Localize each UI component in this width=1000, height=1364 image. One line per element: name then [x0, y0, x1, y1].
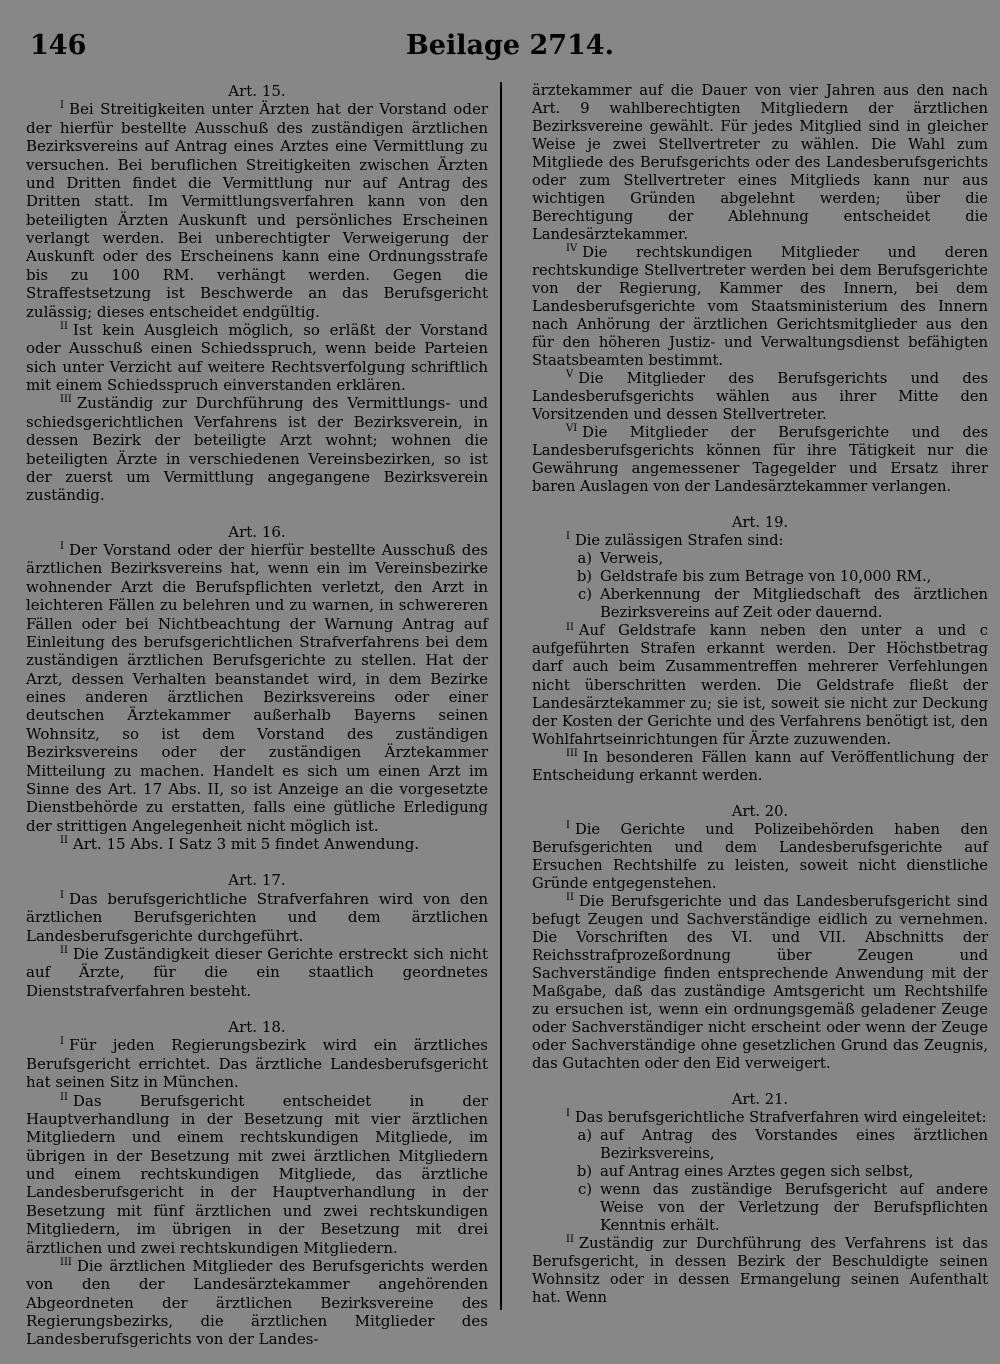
article-20-heading: Art. 20. — [731, 802, 789, 820]
paragraph-text: Das berufsgerichtliche Strafverfahren wird von den ärztlichen Berufsgerichten und dem ärztlichen Landesberufsgerichte durchgeführt. — [26, 889, 488, 945]
list-item — [532, 1181, 988, 1235]
paragraph-text: Zuständig zur Durchführung des Verfahrens ist das Berufsgericht, in dessen Bezirk der Beschuldigte seinen Wohnsitz oder in dessen Ermangelung seinen Aufenthalt hat. Wenn — [532, 1234, 988, 1306]
article-18-paragraph-4 — [532, 244, 988, 370]
article-16-heading: Art. 16. — [228, 522, 286, 541]
paragraph-text: Die Mitglieder der Berufsgerichte und des Landesberufsgerichts können für ihre Tätigkeit nur die Gewährung angemessener Tagegelder und Ersatz ihrer baren Auslagen von der Landesärztekammer verlangen. — [532, 424, 988, 496]
list-item-text: Aberkennung der Mitgliedschaft des ärztlichen Bezirksvereins auf Zeit oder dauernd. — [600, 586, 988, 622]
paragraph-mark: I — [566, 531, 570, 543]
left-column — [26, 82, 488, 1349]
paragraph-text: Für jeden Regierungsbezirk wird ein ärztliches Berufsgericht errichtet. Das ärztliche Landesberufsgericht hat seinen Sitz in München. — [26, 1036, 488, 1092]
article-18-paragraph-3-continued: ärztekammer auf die Dauer von vier Jahren aus den nach Art. 9 wahlberechtigten Mitgliedern der ärztlichen Bezirksvereine gewählt. Für jedes Mitglied sind in gleicher Weise je zwei Stellvertreter zu wählen. Die Wahl zum Mitgliede des Berufsgerichts oder des Landesberufsgerichts oder zum Stellvertreter eines Mitglieds kann nur aus wichtigen Gründen abgelehnt werden; über die Berechtigung der Ablehnung entscheidet die Landesärztekammer. — [532, 82, 988, 244]
paragraph-text: Zuständig zur Durchführung des Vermittlungs- und schiedsgerichtlichen Verfahrens ist der Bezirksverein, in dessen Bezirk der beteiligte Arzt wohnt; wohnen die beteiligten Ärzte in verschiedenen Vereinsbezirken, so ist der zuerst um Vermittlung angegangene Bezirksverein zuständig. — [26, 394, 488, 505]
paragraph-mark: I — [60, 889, 64, 901]
article-20-paragraph-1 — [532, 821, 988, 893]
list-item — [532, 550, 988, 568]
article-15-paragraph-2 — [26, 321, 488, 395]
article-19-heading: Art. 19. — [731, 514, 789, 532]
article-18-paragraph-5 — [532, 370, 988, 424]
list-item-text: auf Antrag des Vorstandes eines ärztlichen Bezirksvereins, — [600, 1126, 988, 1162]
article-17-paragraph-2 — [26, 945, 488, 1000]
article-18-paragraph-1 — [26, 1036, 488, 1091]
paragraph-mark: II — [60, 1091, 68, 1103]
paragraph-mark: I — [60, 541, 64, 552]
paragraph-mark: I — [60, 100, 64, 112]
article-18-paragraph-3 — [26, 1257, 488, 1349]
list-item-label: a) — [577, 1126, 592, 1144]
list-item — [532, 1127, 988, 1163]
paragraph-mark: II — [60, 320, 68, 332]
list-item-text: wenn das zuständige Berufsgericht auf andere Weise von der Verletzung der Berufspflichten Kenntnis erhält. — [600, 1180, 988, 1234]
article-15-paragraph-3 — [26, 394, 488, 504]
paragraph-mark: V — [566, 369, 574, 381]
article-20-paragraph-2 — [532, 893, 988, 1073]
article-18-heading: Art. 18. — [228, 1018, 286, 1036]
paragraph-text: Die Mitglieder des Berufsgerichts und des Landesberufsgerichts wählen aus ihrer Mitte den Vorsitzenden und dessen Stellvertreter. — [532, 370, 988, 424]
paragraph-text: Das berufsgerichtliche Strafverfahren wird eingeleitet: — [574, 1108, 987, 1126]
article-19-paragraph-2 — [532, 622, 988, 748]
paragraph-mark: I — [60, 1036, 64, 1048]
list-item-text: auf Antrag eines Arztes gegen sich selbst, — [600, 1162, 914, 1180]
article-17-heading: Art. 17. — [228, 871, 286, 890]
paragraph-mark: I — [566, 1107, 570, 1119]
list-item — [532, 586, 988, 622]
paragraph-text: Die rechtskundigen Mitglieder und deren rechtskundige Stellvertreter werden bei dem Berufsgerichte von der Regierung, Kammer des Innern, bei dem Landesberufsgerichte vom Staatsministerium des Innern nach Anhörung der ärztlichen Gerichtsmitglieder aus den für den höheren Justiz- und Verwaltungsdienst befähigten Staatsbeamten bestimmt. — [532, 244, 988, 370]
list-item-text: Geldstrafe bis zum Betrage von 10,000 RM., — [600, 568, 932, 586]
article-19-paragraph-3 — [532, 749, 988, 785]
paragraph-mark: II — [566, 1234, 574, 1246]
paragraph-text: Der Vorstand oder der hierfür bestellte Ausschuß des ärztlichen Bezirksvereins hat, wenn ein im Vereinsbezirke wohnender Arzt die Berufspflichten verletzt, den Arzt in leichteren Fällen zu belehren und zu warnen, in schwereren Fällen oder bei Nichtbeachtung der Warnung Antrag auf Einleitung des berufsgerichtlichen Strafverfahrens bei dem zuständigen ärztlichen Berufsgerichte zu stellen. Hat der Arzt, dessen Verhalten beanstandet wird, in dem Bezirke eines anderen ärztlichen Bezirksvereins oder einer deutschen Ärztekammer außerhalb Bayerns seinen Wohnsitz, so ist dem Vorstand des zuständigen Bezirksvereins oder der zuständigen Ärztekammer Mitteilung zu machen. Handelt es sich um einen Arzt im Sinne des Art. 17 Abs. II, so ist Anzeige an die vorgesetzte Dienstbehörde zu erstatten, falls eine gütliche Erledigung der strittigen Angelegenheit nicht möglich ist. — [26, 541, 488, 835]
paragraph-text: Die Berufsgerichte und das Landesberufsgericht sind befugt Zeugen und Sachverständige eidlich zu vernehmen. Die Vorschriften des VI. und VII. Abschnitts der Reichsstrafprozeßordnung über Zeugen und Sachverständige finden entsprechende Anwendung mit der Maßgabe, daß das zuständige Amtsgericht um Rechtshilfe zu ersuchen ist, wenn ein ordnungsgemäß geladener Zeuge oder Sachverständiger nicht erscheint oder wenn der Zeuge oder Sachverständige ohne gesetzlichen Grund das Zeugnis, das Gutachten oder den Eid verweigert. — [532, 892, 988, 1072]
paragraph-mark: III — [566, 747, 578, 759]
list-item-text: Verweis, — [600, 550, 664, 568]
article-21-paragraph-2 — [532, 1235, 988, 1307]
paragraph-mark: II — [566, 891, 574, 903]
paragraph-mark: II — [60, 944, 68, 956]
paragraph-mark: II — [566, 621, 574, 633]
list-item-label: c) — [578, 586, 592, 604]
paragraph-text: Ist kein Ausgleich möglich, so erläßt der Vorstand oder Ausschuß einen Schiedsspruch, wenn beide Parteien sich unter Verzicht auf weitere Rechtsverfolgung schriftlich mit einem Schiedsspruch einverstanden erklären. — [26, 320, 488, 394]
paragraph-mark: III — [60, 394, 72, 406]
page-number: 146 — [30, 30, 87, 61]
article-18-paragraph-6 — [532, 424, 988, 496]
paragraph-text: Bei Streitigkeiten unter Ärzten hat der Vorstand oder der hierfür bestellte Ausschuß des zuständigen ärztlichen Bezirksvereins auf Antrag eines Arztes eine Vermittlung zu versuchen. Bei beruflichen Streitigkeiten zwischen Ärzten und Dritten findet die Vermittlung nur auf Antrag des Dritten statt. Im Vermittlungsverfahren kann von den beteiligten Ärzten Auskunft und persönliches Erscheinen verlangt werden. Bei unberechtigter Verweigerung der Auskunft oder des Erscheinens kann eine Ordnungsstrafe bis zu 100 RM. verhängt werden. Gegen die Straffestsetzung ist Beschwerde an das Berufsgericht zulässig; dieses entscheidet endgültig. — [26, 100, 488, 321]
paragraph-text: Die Gerichte und Polizeibehörden haben den Berufsgerichten und dem Landesberufsgerichte auf Ersuchen Rechtshilfe zu leisten, soweit nicht dienstliche Gründe entgegenstehen. — [532, 820, 988, 892]
article-18-paragraph-2 — [26, 1092, 488, 1257]
article-19-paragraph-1 — [532, 532, 988, 550]
list-item-label: c) — [578, 1180, 592, 1198]
paragraph-mark: IV — [566, 243, 578, 255]
right-column — [532, 82, 988, 1307]
article-21-heading: Art. 21. — [731, 1090, 789, 1108]
list-item-label: a) — [577, 550, 592, 568]
paragraph-text: Art. 15 Abs. I Satz 3 mit 5 findet Anwendung. — [72, 835, 420, 853]
article-21-paragraph-1 — [532, 1109, 988, 1127]
article-15-paragraph-1 — [26, 100, 488, 321]
article-16-paragraph-2 — [26, 835, 488, 853]
paragraph-text: In besonderen Fällen kann auf Veröffentlichung der Entscheidung erkannt werden. — [532, 748, 988, 784]
paragraph-mark: II — [60, 835, 68, 846]
paragraph-text: Die ärztlichen Mitglieder des Berufsgerichts werden von den der Landesärztekammer angehörenden Abgeordneten der ärztlichen Bezirksvereine des Regierungsbezirks, die ärztlichen Mitglieder des Landesberufsgerichts von der Landes- — [26, 1256, 488, 1349]
paragraph-mark: III — [60, 1256, 72, 1268]
paragraph-mark: I — [566, 819, 570, 831]
paragraph-text: Die Zuständigkeit dieser Gerichte erstreckt sich nicht auf Ärzte, für die ein staatlich geordnetes Dienststrafverfahren besteht. — [26, 944, 488, 1000]
column-divider — [500, 82, 502, 1310]
article-16-paragraph-1 — [26, 541, 488, 835]
page-header — [30, 30, 990, 66]
paragraph-text: Das Berufsgericht entscheidet in der Hauptverhandlung in der Besetzung mit vier ärztlichen Mitgliedern und einem rechtskundigen Mitgliede, im übrigen in der Besetzung mit zwei ärztlichen Mitgliedern und einem rechtskundigen Mitgliede, das ärztliche Landesberufsgericht in der Hauptverhandlung in der Besetzung mit fünf ärztlichen und zwei rechtskundigen Mitgliedern, im übrigen in der Besetzung mit drei ärztlichen und zwei rechtskundigen Mitgliedern. — [26, 1091, 488, 1257]
list-item — [532, 1163, 988, 1181]
page-title: Beilage 2714. — [405, 30, 614, 61]
paragraph-text: Die zulässigen Strafen sind: — [574, 532, 784, 550]
paragraph-mark: VI — [566, 423, 578, 435]
list-item — [532, 568, 988, 586]
article-15-heading: Art. 15. — [228, 82, 286, 100]
paragraph-text: Auf Geldstrafe kann neben den unter a und c aufgeführten Strafen erkannt werden. Der Höchstbetrag darf auch beim Zusammentreffen mehrerer Verfehlungen nicht überschritten werden. Die Geldstrafe fließt der Landesärztekammer zu; sie ist, soweit sie nicht zur Deckung der Kosten der Gerichte und des Verfahrens benötigt ist, den Wohlfahrtseinrichtungen für Ärzte zuzuwenden. — [532, 622, 988, 748]
list-item-label: b) — [576, 568, 592, 586]
article-17-paragraph-1 — [26, 890, 488, 945]
list-item-label: b) — [576, 1162, 592, 1180]
